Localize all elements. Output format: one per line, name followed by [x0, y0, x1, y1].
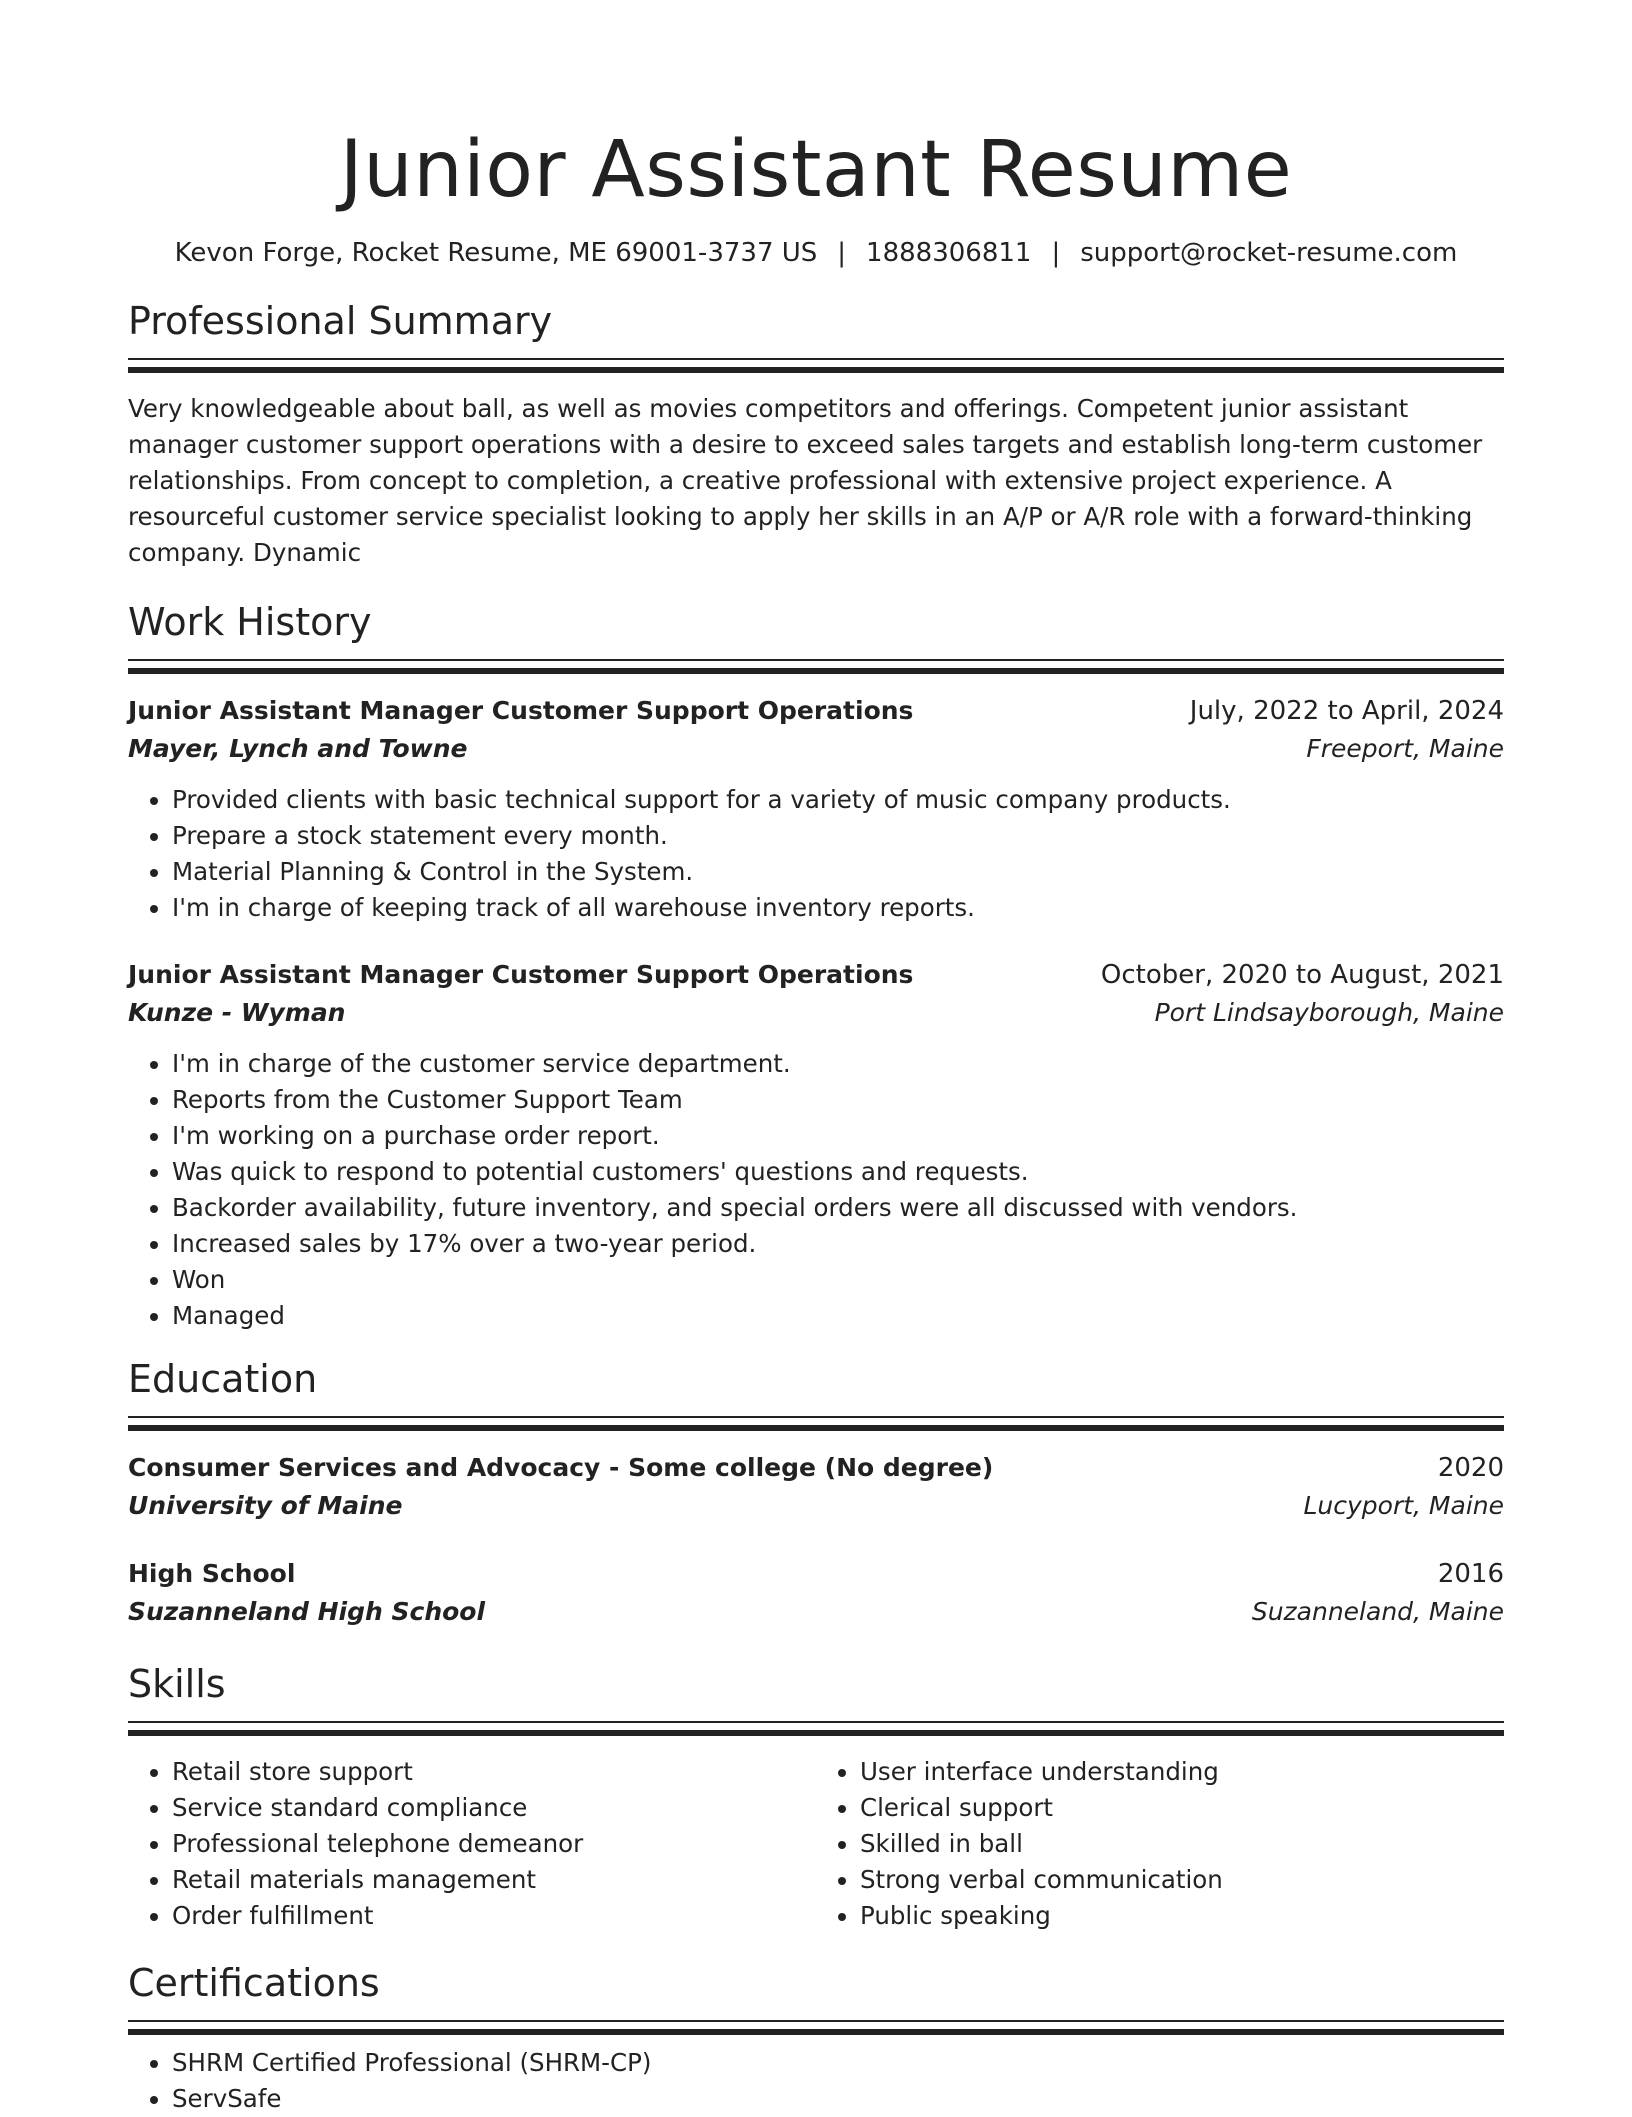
contact-separator: |: [1051, 238, 1061, 268]
summary-text: Very knowledgeable about ball, as well as movies competitors and offerings. Competent junior assistant manager customer support operations with a desire to exceed sales targets and establish long-term customer relationships. From concept to completion, a creative professional with extensive project experience. A resourceful customer service specialist looking to apply her skills in an A/P or A/R role with a forward-thinking company. Dynamic: [128, 394, 1483, 567]
skills-list-left: [128, 1754, 816, 1934]
list-item: • Strong verbal communication: [860, 1862, 1504, 1898]
job-location: Port Lindsayborough, Maine: [1154, 998, 1504, 1027]
list-item: • Managed: [172, 1298, 1504, 1334]
summary-section: [128, 298, 1504, 571]
job-entry: [128, 692, 1504, 926]
section-heading: Work History: [128, 600, 372, 644]
education-school: University of Maine: [128, 1491, 403, 1520]
list-item: • Service standard compliance: [172, 1790, 816, 1826]
job-dates: July, 2022 to April, 2024: [1189, 696, 1504, 726]
contact-line: [128, 236, 1504, 270]
job-bullets: [128, 1046, 1504, 1334]
list-item: • I'm in charge of keeping track of all warehouse inventory reports.: [172, 890, 1504, 926]
list-item: • User interface understanding: [860, 1754, 1504, 1790]
contact-phone: 1888306811: [866, 238, 1032, 268]
list-item: • Provided clients with basic technical support for a variety of music company products.: [172, 782, 1504, 818]
list-item: • Was quick to respond to potential customers' questions and requests.: [172, 1154, 1504, 1190]
resume-title: Junior Assistant Resume: [339, 125, 1293, 215]
education-degree: Consumer Services and Advocacy - Some college (No degree): [128, 1453, 994, 1482]
certifications-section: [128, 1960, 1504, 2117]
list-item: • Public speaking: [860, 1898, 1504, 1934]
work-history-section: [128, 599, 1504, 1334]
job-company: Kunze - Wyman: [128, 998, 346, 1027]
list-item: • Clerical support: [860, 1790, 1504, 1826]
section-divider: [128, 2020, 1504, 2035]
list-item: • SHRM Certified Professional (SHRM-CP): [172, 2045, 1504, 2081]
job-title: Junior Assistant Manager Customer Support Operations: [128, 696, 914, 725]
education-degree: High School: [128, 1559, 296, 1588]
education-section: [128, 1356, 1504, 1631]
skills-list-right: [816, 1754, 1504, 1934]
list-item: • Retail materials management: [172, 1862, 816, 1898]
education-location: Suzanneland, Maine: [1251, 1597, 1504, 1626]
job-company: Mayer, Lynch and Towne: [128, 734, 468, 763]
list-item: • Material Planning & Control in the System.: [172, 854, 1504, 890]
section-divider: [128, 659, 1504, 674]
list-item: • Order fulfillment: [172, 1898, 816, 1934]
job-title: Junior Assistant Manager Customer Support Operations: [128, 960, 914, 989]
education-location: Lucyport, Maine: [1303, 1491, 1504, 1520]
list-item: • Prepare a stock statement every month.: [172, 818, 1504, 854]
list-item: • Retail store support: [172, 1754, 816, 1790]
job-entry: [128, 956, 1504, 1334]
section-heading: Education: [128, 1357, 318, 1401]
education-year: 2020: [1437, 1453, 1504, 1483]
section-heading: Professional Summary: [128, 299, 553, 343]
job-dates: October, 2020 to August, 2021: [1100, 960, 1504, 990]
job-bullets: [128, 782, 1504, 926]
certifications-list: [128, 2045, 1504, 2117]
list-item: • Professional telephone demeanor: [172, 1826, 816, 1862]
section-divider: [128, 1721, 1504, 1736]
education-entry: [128, 1555, 1504, 1631]
job-location: Freeport, Maine: [1306, 734, 1504, 763]
skills-section: [128, 1661, 1504, 1934]
list-item: • Backorder availability, future inventory, and special orders were all discussed with vendors.: [172, 1190, 1504, 1226]
section-divider: [128, 1416, 1504, 1431]
contact-address: Kevon Forge, Rocket Resume, ME 69001-3737 US: [174, 238, 818, 268]
contact-email: support@rocket-resume.com: [1080, 238, 1458, 268]
list-item: • I'm in charge of the customer service department.: [172, 1046, 1504, 1082]
list-item: • I'm working on a purchase order report.: [172, 1118, 1504, 1154]
list-item: • Reports from the Customer Support Team: [172, 1082, 1504, 1118]
education-entry: [128, 1449, 1504, 1525]
list-item: • ServSafe: [172, 2081, 1504, 2117]
list-item: • Skilled in ball: [860, 1826, 1504, 1862]
education-school: Suzanneland High School: [128, 1597, 486, 1626]
skills-columns: [128, 1744, 1504, 1934]
section-heading: Skills: [128, 1662, 226, 1706]
section-heading: Certifications: [128, 1961, 380, 2005]
list-item: • Increased sales by 17% over a two-year period.: [172, 1226, 1504, 1262]
section-divider: [128, 358, 1504, 373]
list-item: • Won: [172, 1262, 1504, 1298]
contact-separator: |: [837, 238, 847, 268]
education-year: 2016: [1437, 1559, 1504, 1589]
